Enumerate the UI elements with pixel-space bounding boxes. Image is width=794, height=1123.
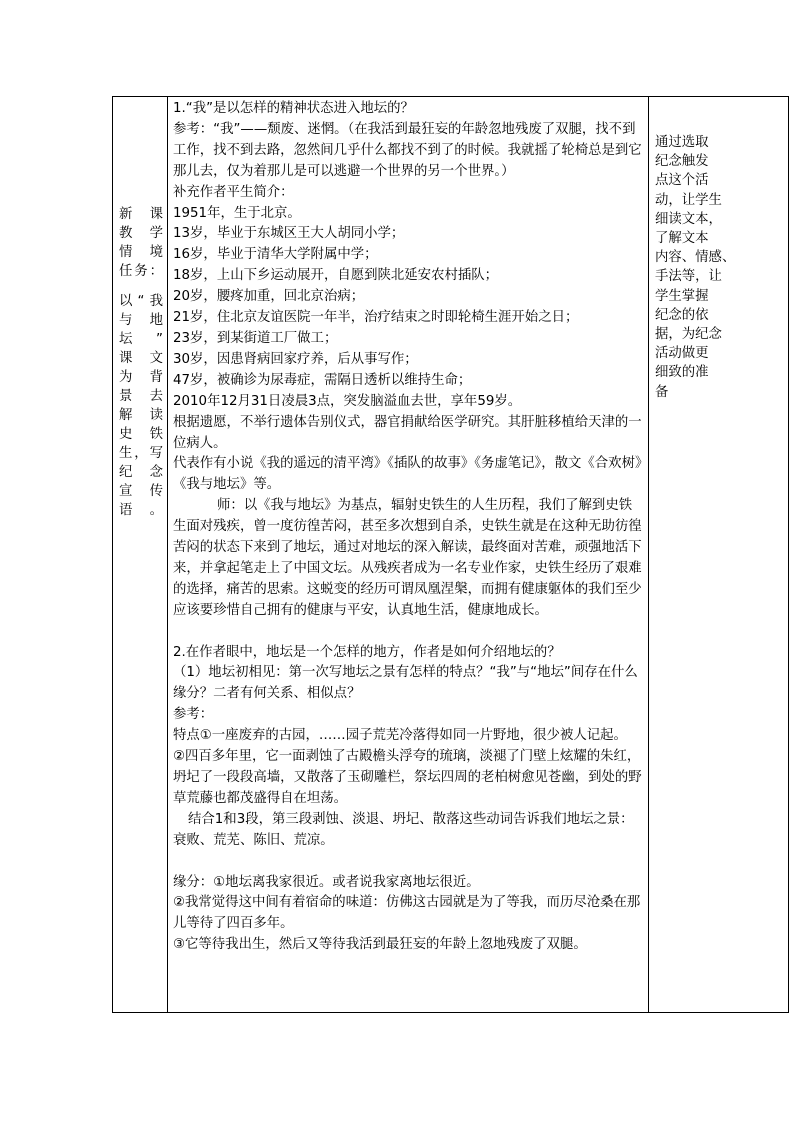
intent-line: 纪念触发 — [655, 154, 709, 170]
task-line: 课 文 — [119, 351, 163, 366]
task-line: 解 读 — [119, 408, 163, 423]
bio-item: 16岁，毕业于清华大学附属中学； — [173, 247, 378, 263]
task-line: 语。 — [119, 503, 163, 518]
spacer — [173, 622, 645, 643]
teacher-remark: 师：以《我与地坛》为基点，辐射史铁生的人生历程，我们了解到史铁生面对残疾，曾一度彷徨苦闷，甚至多次想到自杀，史铁生就是在这种无助彷徨苦闷的状态下来到了地坛，通过对地坛的深入解读，最终面对苦难，顽强地活下来，并拿起笔走上了中国文坛。从残疾者成为一名专业作家，史铁生经历了艰难的选择，痛苦的思索。这蜕变的经历可谓凤凰涅槃，而拥有健康躯体的我们至少应该要珍惜自己拥有的健康与平安，认真地生活，健康地成长。 — [173, 498, 642, 618]
design-intent-column — [649, 97, 788, 1012]
fate-3: ③它等待我出生，然后又等待我活到最狂妄的年龄上忽地残废了双腿。 — [173, 937, 587, 953]
spacer — [173, 852, 645, 873]
task-line: 坛 ” — [119, 332, 163, 347]
task-column — [113, 97, 168, 1012]
bio-item: 20岁，腰疼加重，回北京治病； — [173, 289, 365, 305]
intent-line: 点这个活 — [655, 173, 709, 189]
intent-line: 据，为纪念 — [655, 327, 722, 343]
question-1: 1.“我”是以怎样的精神状态进入地坛的？ — [173, 101, 414, 116]
bio-will: 根据遗愿，不举行遗体告别仪式，器官捐献给医学研究。其肝脏移植给天津的一位病人。 — [173, 414, 642, 451]
fate-1: 缘分：①地坛离我家很近。或者说我家离地坛很近。 — [173, 874, 480, 890]
bio-works: 代表作有小说《我的遥远的清平湾》《插队的故事》《务虚笔记》，散文《合欢树》《我与地坛》等。 — [173, 456, 642, 493]
task-line: 新 课 — [119, 207, 163, 222]
task-label — [119, 205, 163, 520]
summary: 结合1和3段，第三段剥蚀、淡退、坍圮、散落这些动词告诉我们地坛之景：衰败、荒芜、陈旧、荒凉。 — [173, 811, 634, 848]
task-line: 情 境 — [119, 245, 163, 260]
bio-item: 30岁，因患肾病回家疗养，后从事写作； — [173, 351, 418, 367]
task-line: 任务： — [119, 264, 163, 279]
question-2: 2.在作者眼中，地坛是一个怎样的地方，作者是如何介绍地坛的？ — [173, 644, 561, 660]
reference-answer: 参考：“我”——颓废、迷惘。（在我活到最狂妄的年龄忽地残废了双腿，找不到工作，找不到去路，忽然间几乎什么都找不到了的时候。我就摇了轮椅总是到它那儿去，仅为着那儿是可以逃避一个世界的另一个世界。） — [173, 121, 642, 179]
task-line: 纪 念 — [119, 465, 163, 480]
task-line: 以“我 — [119, 294, 163, 309]
task-line: 生，写 — [119, 446, 163, 461]
fate-2: ②我常觉得这中间有着宿命的味道：仿佛这古园就是为了等我，而历尽沧桑在那儿等待了四百多年。 — [173, 895, 641, 932]
bio-item: 18岁，上山下乡运动展开，自愿到陕北延安农村插队； — [173, 268, 499, 284]
feature-1: 特点①一座废弃的古园，……园子荒芜冷落得如同一片野地，很少被人记起。 — [173, 728, 627, 744]
sub-question-1: （1）地坛初相见：第一次写地坛之景有怎样的特点？“我”与“地坛”间存在什么缘分？二者有何关系、相似点？ — [173, 665, 638, 702]
spacer — [119, 281, 163, 292]
intent-line: 活动做更 — [655, 346, 709, 362]
intent-line: 手法等，让 — [655, 269, 722, 285]
bio-item: 2010年12月31日凌晨3点，突发脑溢血去世，享年59岁。 — [173, 393, 522, 409]
intent-line: 通过选取 — [655, 135, 709, 150]
bio-heading: 补充作者平生简介： — [173, 184, 294, 200]
intent-line: 纪念的依 — [655, 307, 709, 323]
intent-line: 细读文本， — [655, 211, 722, 227]
task-line: 宣 传 — [119, 484, 163, 499]
task-line: 史 铁 — [119, 427, 163, 442]
feature-2: ②四百多年里，它一面剥蚀了古殿檐头浮夸的琉璃，淡褪了门壁上炫耀的朱红，坍圮了一段段高墙，又散落了玉砌雕栏，祭坛四周的老柏树愈见苍幽，到处的野草荒藤也都茂盛得自在坦荡。 — [173, 749, 642, 806]
intent-line: 内容、情感、 — [655, 250, 736, 266]
reference-label: 参考： — [173, 707, 214, 723]
intent-line: 细致的准 — [655, 365, 709, 381]
task-line: 教学 — [119, 226, 163, 241]
bio-item: 21岁，住北京友谊医院一年半，治疗结束之时即轮椅生涯开始之日； — [173, 310, 579, 326]
bio-item: 1951年，生于北京。 — [173, 205, 301, 221]
content-column — [168, 97, 649, 1012]
bio-item: 47岁，被确诊为尿毒症，需隔日透析以维持生命； — [173, 372, 472, 388]
task-line: 景 去 — [119, 389, 163, 404]
task-line: 为 背 — [119, 370, 163, 385]
bio-item: 13岁，毕业于东城区王大人胡同小学； — [173, 226, 405, 242]
task-line: 与 地 — [119, 313, 163, 328]
intent-line: 备 — [655, 384, 669, 400]
intent-line: 学生掌握 — [655, 288, 709, 304]
bio-item: 23岁，到某街道工厂做工； — [173, 330, 338, 346]
intent-line: 了解文本 — [655, 231, 709, 247]
lesson-table — [112, 96, 789, 1013]
intent-line: 动，让学生 — [655, 192, 722, 208]
